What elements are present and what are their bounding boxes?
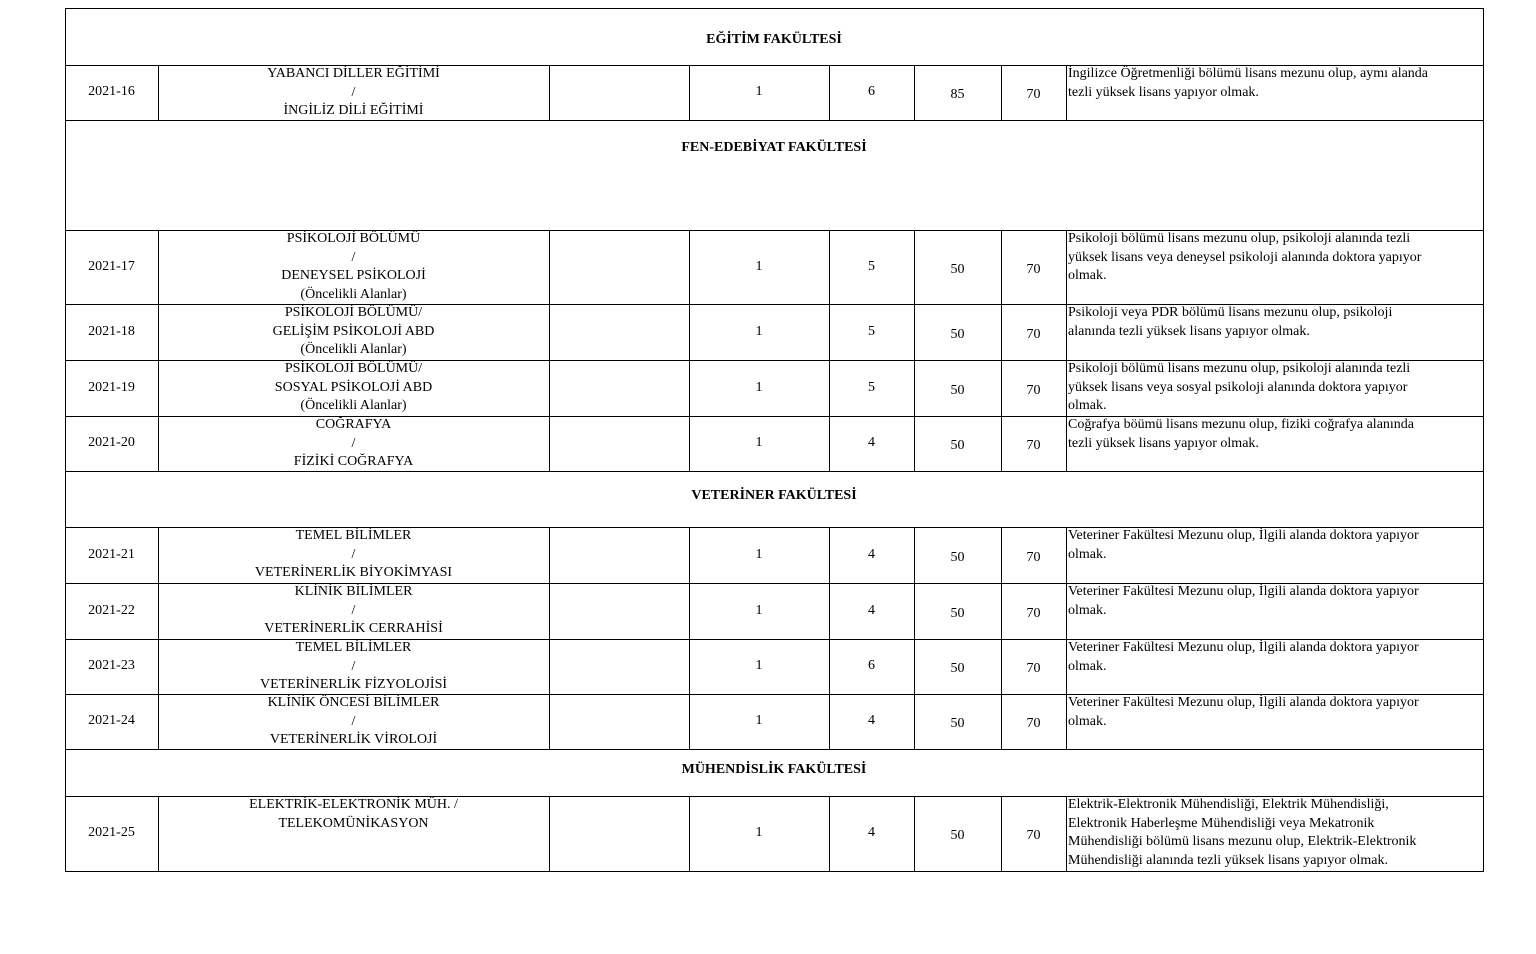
numeric-cell-d — [1001, 583, 1066, 639]
numeric-value: 1 — [755, 658, 763, 674]
numeric-cell-b — [829, 230, 914, 304]
numeric-value: 50 — [950, 605, 965, 621]
text-line: Psikoloji veya PDR bölümü lisans mezunu olup, psikoloji — [1068, 305, 1393, 320]
program-code-text: 2021-18 — [88, 323, 135, 339]
text-line: olmak. — [1068, 658, 1107, 674]
numeric-cell-c — [914, 796, 1001, 871]
requirement-text — [1066, 583, 1483, 639]
numeric-cell-b — [829, 694, 914, 749]
numeric-value: 50 — [950, 661, 965, 677]
numeric-cell-a — [689, 416, 829, 471]
program-code — [65, 527, 158, 583]
text-line: yüksek lisans veya sosyal psikoloji alanında doktora yapıyor — [1068, 379, 1408, 395]
faculty-heading — [65, 471, 1483, 527]
empty-column-cell — [549, 639, 689, 694]
text-line: / — [351, 713, 356, 729]
numeric-cell-d — [1001, 527, 1066, 583]
text-line: olmak. — [1068, 602, 1107, 618]
program-code — [65, 694, 158, 749]
numeric-cell-d — [1001, 639, 1066, 694]
empty-column-cell — [549, 304, 689, 360]
program-code-text: 2021-22 — [88, 602, 135, 618]
quota-table — [65, 8, 1483, 872]
numeric-value: 5 — [868, 258, 875, 274]
numeric-value: 1 — [755, 323, 763, 339]
numeric-value: 5 — [868, 323, 875, 339]
numeric-value: 50 — [950, 716, 965, 732]
text-line: Veteriner Fakültesi Mezunu olup, İlgili alanda doktora yapıyor — [1068, 528, 1419, 543]
numeric-cell-b — [829, 583, 914, 639]
text-line: / — [351, 658, 356, 674]
numeric-value: 70 — [1026, 549, 1041, 565]
program-name — [158, 527, 549, 583]
text-line: (Öncelikli Alanlar) — [300, 286, 407, 302]
text-line: yüksek lisans veya deneysel psikoloji alanında doktora yapıyor — [1068, 249, 1422, 265]
numeric-value: 70 — [1026, 828, 1041, 844]
numeric-value: 70 — [1026, 261, 1041, 277]
empty-column-cell — [549, 65, 689, 120]
text-line: olmak. — [1068, 268, 1107, 283]
program-name — [158, 796, 549, 871]
program-code-text: 2021-16 — [88, 84, 135, 100]
program-name — [158, 639, 549, 694]
numeric-value: 70 — [1026, 661, 1041, 677]
numeric-cell-b — [829, 639, 914, 694]
program-code — [65, 583, 158, 639]
numeric-cell-c — [914, 65, 1001, 120]
numeric-value: 1 — [755, 258, 763, 274]
text-line: tezli yüksek lisans yapıyor olmak. — [1068, 435, 1259, 451]
numeric-value: 1 — [755, 379, 763, 395]
text-line: TELEKOMÜNİKASYON — [278, 815, 429, 831]
text-line: TEMEL BİLİMLER — [295, 640, 412, 655]
numeric-value: 4 — [868, 602, 875, 618]
text-line: Elektrik-Elektronik Mühendisliği, Elektrik Mühendisliği, — [1068, 797, 1389, 812]
program-name — [158, 416, 549, 471]
numeric-cell-c — [914, 360, 1001, 416]
text-line: tezli yüksek lisans yapıyor olmak. — [1068, 84, 1259, 100]
program-code — [65, 230, 158, 304]
numeric-cell-a — [689, 230, 829, 304]
program-name — [158, 583, 549, 639]
requirement-text — [1066, 694, 1483, 749]
text-line: Psikoloji bölümü lisans mezunu olup, psikoloji alanında tezli — [1068, 231, 1411, 246]
numeric-cell-d — [1001, 694, 1066, 749]
text-line: / — [351, 435, 356, 451]
empty-column-cell — [549, 416, 689, 471]
text-line: olmak. — [1068, 398, 1107, 413]
requirement-text — [1066, 65, 1483, 120]
faculty-heading-text: FEN-EDEBİYAT FAKÜLTESİ — [681, 140, 867, 155]
numeric-cell-d — [1001, 65, 1066, 120]
text-line: Mühendisliği bölümü lisans mezunu olup, Elektrik-Elektronik — [1068, 834, 1417, 849]
numeric-cell-c — [914, 694, 1001, 749]
requirement-text — [1066, 360, 1483, 416]
empty-column-cell — [549, 230, 689, 304]
text-line: Elektronik Haberleşme Mühendisliği veya Mekatronik — [1068, 815, 1375, 831]
faculty-heading — [65, 120, 1483, 230]
numeric-cell-b — [829, 527, 914, 583]
requirement-text — [1066, 796, 1483, 871]
program-code-text: 2021-24 — [88, 713, 135, 729]
program-code — [65, 304, 158, 360]
text-line: Veteriner Fakültesi Mezunu olup, İlgili alanda doktora yapıyor — [1068, 640, 1419, 655]
numeric-cell-a — [689, 304, 829, 360]
text-line: FİZİKİ COĞRAFYA — [293, 454, 414, 469]
program-name — [158, 304, 549, 360]
program-name — [158, 230, 549, 304]
numeric-value: 70 — [1026, 716, 1041, 732]
text-line: VETERİNERLİK VİROLOJİ — [269, 732, 438, 747]
numeric-value: 4 — [868, 435, 875, 451]
text-line: / — [351, 84, 356, 100]
numeric-cell-a — [689, 65, 829, 120]
text-line: Veteriner Fakültesi Mezunu olup, İlgili alanda doktora yapıyor — [1068, 695, 1419, 710]
numeric-value: 1 — [755, 825, 763, 841]
text-line: İNGİLİZ DİLİ EĞİTİMİ — [283, 103, 424, 118]
text-line: VETERİNERLİK FİZYOLOJİSİ — [259, 677, 448, 692]
numeric-cell-d — [1001, 230, 1066, 304]
text-line: / — [351, 602, 356, 618]
text-line: olmak. — [1068, 546, 1107, 562]
text-line: (Öncelikli Alanlar) — [300, 342, 407, 357]
program-code-text: 2021-19 — [88, 379, 135, 395]
numeric-cell-b — [829, 65, 914, 120]
requirement-text — [1066, 639, 1483, 694]
numeric-value: 1 — [755, 602, 763, 618]
text-line: KLİNİK BİLİMLER — [294, 584, 413, 599]
text-line: GELİŞİM PSİKOLOJİ ABD — [272, 323, 435, 339]
numeric-value: 50 — [950, 261, 965, 277]
numeric-value: 1 — [755, 84, 763, 100]
numeric-value: 50 — [950, 549, 965, 565]
numeric-cell-a — [689, 527, 829, 583]
numeric-value: 70 — [1026, 438, 1041, 454]
empty-column-cell — [549, 527, 689, 583]
numeric-cell-d — [1001, 304, 1066, 360]
text-line: KLİNİK ÖNCESİ BİLİMLER — [267, 695, 440, 710]
numeric-cell-c — [914, 639, 1001, 694]
numeric-cell-b — [829, 796, 914, 871]
text-line: / — [351, 249, 356, 265]
program-code — [65, 639, 158, 694]
table-rule — [65, 871, 1483, 872]
program-name — [158, 360, 549, 416]
program-code — [65, 796, 158, 871]
text-line: SOSYAL PSİKOLOJİ ABD — [274, 379, 433, 395]
text-line: VETERİNERLİK CERRAHİSİ — [264, 621, 443, 636]
text-line: COĞRAFYA — [315, 417, 392, 432]
numeric-value: 50 — [950, 326, 965, 342]
empty-column-cell — [549, 360, 689, 416]
text-line: YABANCI DİLLER EĞİTİMİ — [267, 66, 440, 81]
faculty-heading-text: MÜHENDİSLİK FAKÜLTESİ — [681, 762, 867, 777]
requirement-text — [1066, 416, 1483, 471]
numeric-value: 50 — [950, 382, 965, 398]
numeric-value: 85 — [950, 87, 965, 103]
program-name — [158, 694, 549, 749]
numeric-cell-b — [829, 416, 914, 471]
numeric-value: 70 — [1026, 605, 1041, 621]
text-line: TEMEL BİLİMLER — [295, 528, 412, 543]
numeric-value: 5 — [868, 379, 875, 395]
text-line: / — [351, 546, 356, 562]
text-line: VETERİNERLİK BİYOKİMYASI — [254, 565, 453, 580]
faculty-heading-text: EĞİTİM FAKÜLTESİ — [706, 32, 842, 47]
faculty-heading-text: VETERİNER FAKÜLTESİ — [691, 488, 857, 503]
text-line: ELEKTRİK-ELEKTRONİK MÜH. / — [249, 797, 458, 812]
requirement-text — [1066, 230, 1483, 304]
numeric-value: 1 — [755, 546, 763, 562]
numeric-cell-a — [689, 639, 829, 694]
numeric-cell-c — [914, 416, 1001, 471]
numeric-value: 4 — [868, 713, 875, 729]
text-line: İngilizce Öğretmenliği bölümü lisans mezunu olup, aymı alanda — [1068, 66, 1429, 81]
numeric-value: 4 — [868, 546, 875, 562]
numeric-cell-c — [914, 527, 1001, 583]
numeric-value: 4 — [868, 825, 875, 841]
numeric-value: 6 — [868, 658, 875, 674]
column-rule — [1483, 8, 1484, 872]
text-line: Mühendisliği alanında tezli yüksek lisans yapıyor olmak. — [1068, 852, 1388, 868]
program-code — [65, 416, 158, 471]
numeric-cell-a — [689, 360, 829, 416]
faculty-heading — [65, 749, 1483, 796]
text-line: DENEYSEL PSİKOLOJİ — [281, 268, 426, 283]
program-code-text: 2021-23 — [88, 658, 135, 674]
program-code-text: 2021-21 — [88, 546, 135, 562]
program-code-text: 2021-25 — [88, 825, 135, 841]
text-line: Veteriner Fakültesi Mezunu olup, İlgili alanda doktora yapıyor — [1068, 584, 1419, 599]
text-line: PSİKOLOJİ BÖLÜMÜ/ — [284, 305, 423, 320]
numeric-cell-c — [914, 230, 1001, 304]
numeric-cell-d — [1001, 416, 1066, 471]
empty-column-cell — [549, 694, 689, 749]
faculty-heading — [65, 8, 1483, 65]
numeric-cell-c — [914, 583, 1001, 639]
program-code — [65, 65, 158, 120]
numeric-cell-b — [829, 360, 914, 416]
numeric-cell-b — [829, 304, 914, 360]
requirement-text — [1066, 304, 1483, 360]
program-name — [158, 65, 549, 120]
text-line: Psikoloji bölümü lisans mezunu olup, psikoloji alanında tezli — [1068, 361, 1411, 376]
numeric-value: 1 — [755, 435, 763, 451]
numeric-value: 70 — [1026, 382, 1041, 398]
numeric-cell-a — [689, 796, 829, 871]
text-line: olmak. — [1068, 713, 1107, 729]
numeric-cell-c — [914, 304, 1001, 360]
numeric-value: 50 — [950, 438, 965, 454]
program-code-text: 2021-17 — [88, 258, 135, 274]
numeric-cell-a — [689, 583, 829, 639]
program-code-text: 2021-20 — [88, 435, 135, 451]
numeric-value: 1 — [755, 713, 763, 729]
requirement-text — [1066, 527, 1483, 583]
text-line: PSİKOLOJİ BÖLÜMÜ — [286, 231, 421, 246]
numeric-value: 70 — [1026, 87, 1041, 103]
numeric-cell-d — [1001, 796, 1066, 871]
numeric-cell-d — [1001, 360, 1066, 416]
numeric-value: 50 — [950, 828, 965, 844]
text-line: alanında tezli yüksek lisans yapıyor olmak. — [1068, 323, 1310, 339]
text-line: Coğrafya böümü lisans mezunu olup, fiziki coğrafya alanında — [1068, 417, 1415, 432]
empty-column-cell — [549, 583, 689, 639]
numeric-value: 6 — [868, 84, 875, 100]
numeric-value: 70 — [1026, 326, 1041, 342]
text-line: (Öncelikli Alanlar) — [300, 398, 407, 413]
program-code — [65, 360, 158, 416]
text-line: PSİKOLOJİ BÖLÜMÜ/ — [284, 361, 423, 376]
numeric-cell-a — [689, 694, 829, 749]
empty-column-cell — [549, 796, 689, 871]
